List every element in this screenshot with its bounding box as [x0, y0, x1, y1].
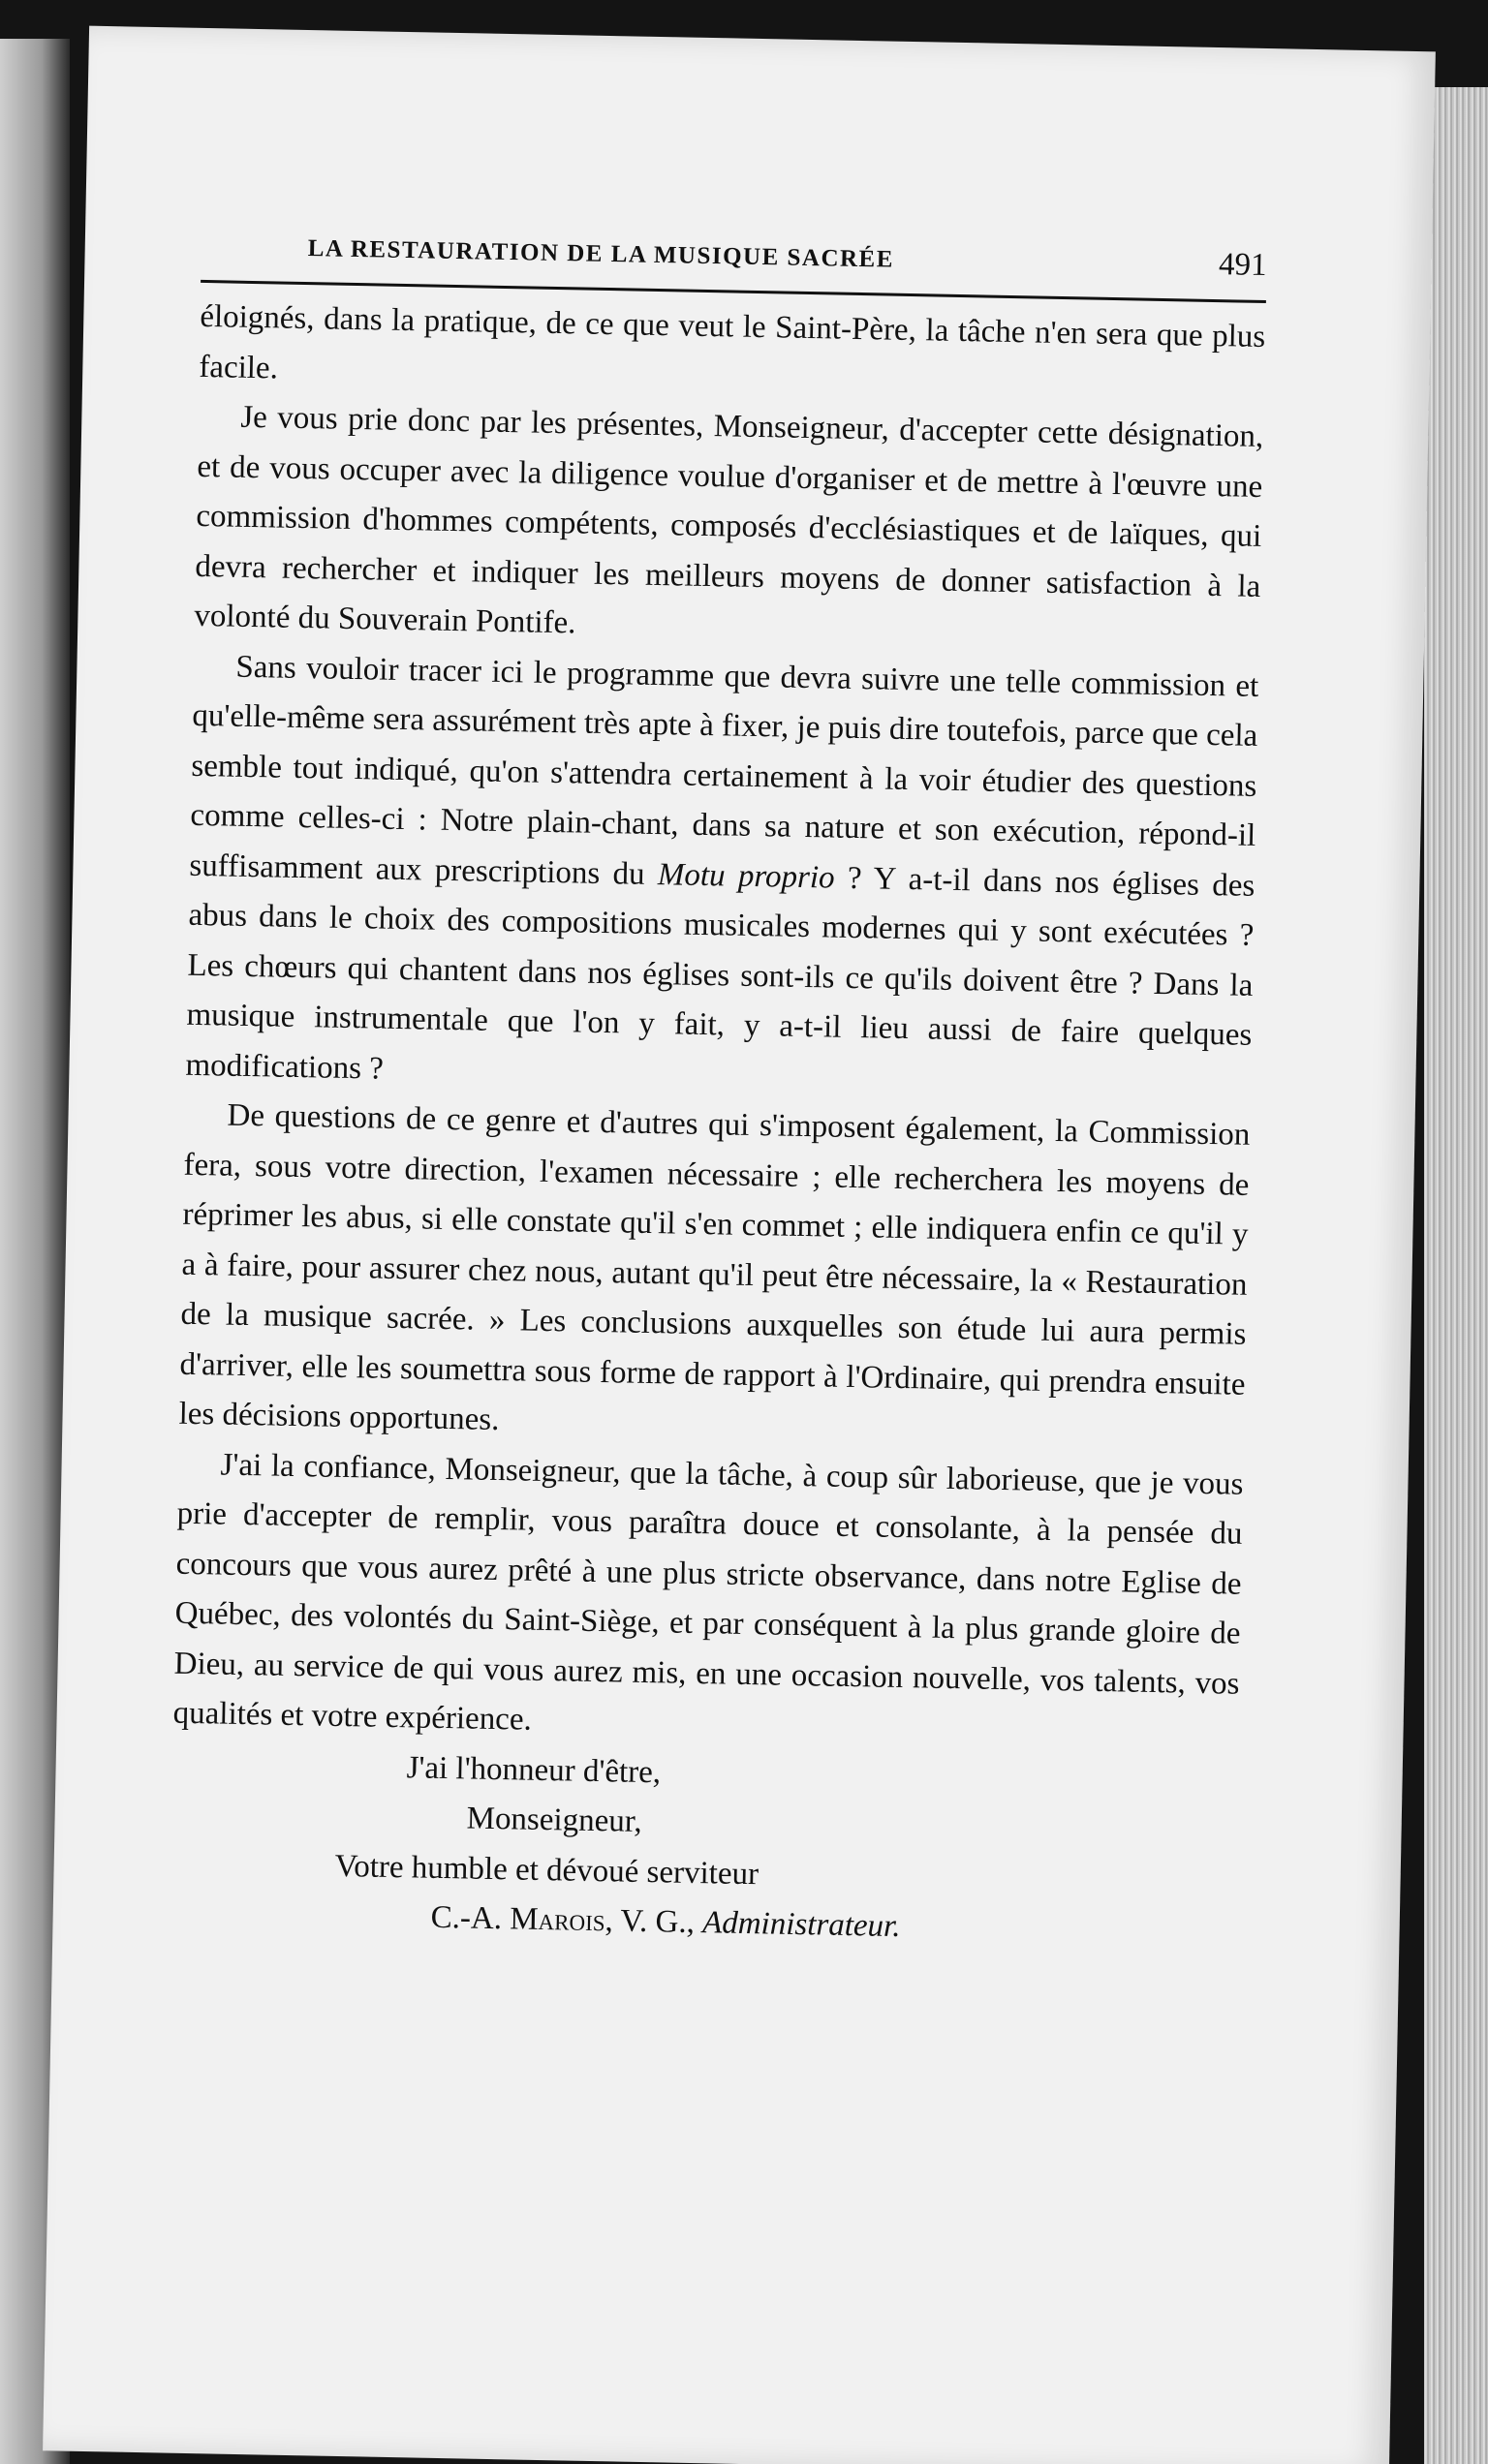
- paragraph-3-text-b: ? Y a-t-il dans nos églises des abus dans le choix des compositions musicales modernes qui y sont exécutées ? Les chœurs qui chantent dans nos églises sont-ils ce qu'ils doivent être ? Dans la musique instrumentale que l'on y fait, y a-t-il lieu aussi de faire quelques modifications ?: [185, 860, 1256, 1087]
- closing-block: [169, 1739, 1238, 1958]
- signature-name: C.-A. Marois, V. G.,: [430, 1899, 696, 1941]
- page-number: 491: [1218, 247, 1267, 284]
- running-header: [201, 222, 1267, 303]
- page-content: [169, 222, 1267, 1958]
- motu-proprio-italic: Motu proprio: [657, 856, 835, 896]
- signature-title: Administrateur.: [701, 1905, 901, 1945]
- paragraph-3: [185, 641, 1259, 1111]
- paragraph-3-text-a: Sans vouloir tracer ici le programme que devra suivre une telle commission et qu'elle-même sera assurément très apte à fixer, je puis dire toutefois, parce que cela semble tout indiqué, qu'on s'attendra certainement à la voir étudier des questions comme celles-ci : Notre plain-chant, dans sa nature et son exécution, répond-il suffisamment aux prescriptions du: [189, 649, 1259, 892]
- closing-salutation: Monseigneur,: [466, 1801, 643, 1839]
- paragraph-4: De questions de ce genre et d'autres qui s'imposent également, la Commission fera, sous votre direction, l'examen nécessaire ; elle recherchera les moyens de réprimer les abus, si elle constate qu'il s'en commet ; elle indiquera enfin ce qu'il y a à faire, pour assurer chez nous, autant qu'il peut être nécessaire, la « Restauration de la musique sacrée. » Les conclusions auxquelles son étude lui aura permis d'arriver, elle les soumettra sous forme de rapport à l'Ordinaire, qui prendra ensuite les décisions opportunes.: [178, 1097, 1251, 1438]
- running-title: LA RESTAURATION DE LA MUSIQUE SACRÉE: [307, 235, 895, 273]
- book-page: [43, 26, 1436, 2464]
- paragraph-1: éloignés, dans la pratique, de ce que veut le Saint-Père, la tâche n'en sera que plus facile.: [199, 298, 1266, 385]
- closing-line-1: J'ai l'honneur d'être,: [406, 1749, 662, 1790]
- body-text: [172, 293, 1265, 1759]
- page-block-edge: [1424, 87, 1488, 2464]
- closing-line-3: Votre humble et dévoué serviteur: [334, 1848, 760, 1892]
- paragraph-5: J'ai la confiance, Monseigneur, que la tâche, à coup sûr laborieuse, que je vous prie d'accepter de remplir, vous paraîtra douce et consolante, à la pensée du concours que vous aurez prêté à une plus stricte observance, dans notre Eglise de Québec, des volontés du Saint-Siège, et par conséquent à la plus grande gloire de Dieu, au service de qui vous aurez mis, en une occasion nouvelle, vos talents, vos qualités et votre expérience.: [172, 1447, 1244, 1738]
- paragraph-2: Je vous prie donc par les présentes, Monseigneur, d'accepter cette désignation, et de vous occuper avec la diligence voulue d'organiser et de mettre à l'œuvre une commission d'hommes compétents, composés d'ecclésiastiques et de laïques, qui devra rechercher et indiquer les meilleurs moyens de donner satisfaction à la volonté du Souverain Pontife.: [194, 399, 1264, 641]
